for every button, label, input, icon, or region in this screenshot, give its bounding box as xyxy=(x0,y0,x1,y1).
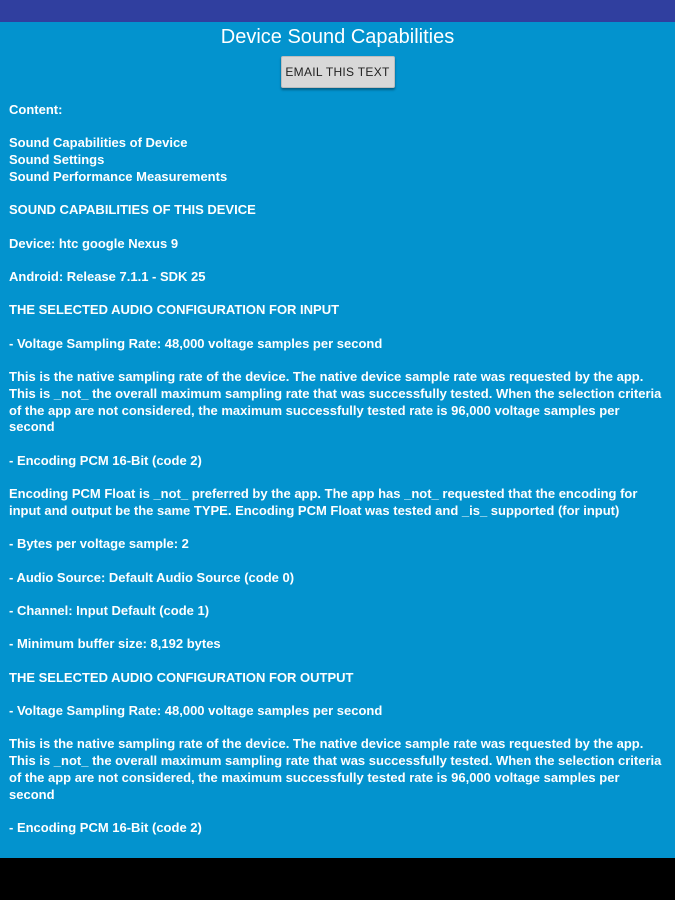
toc-item: Sound Capabilities of Device xyxy=(9,135,188,151)
channel: - Channel: Input Default (code 1) xyxy=(9,602,210,618)
page-title: Device Sound Capabilities xyxy=(220,26,455,48)
contents-heading: Content: xyxy=(9,102,63,117)
input-encoding: - Encoding PCM 16-Bit (code 2) xyxy=(9,452,202,468)
report-text xyxy=(0,102,675,837)
main-content[interactable] xyxy=(0,22,675,858)
minimum-buffer-size: - Minimum buffer size: 8,192 bytes xyxy=(9,636,221,652)
android-line: Android: Release 7.1.1 - SDK 25 xyxy=(9,268,206,284)
input-sampling-rate: - Voltage Sampling Rate: 48,000 voltage samples per second xyxy=(9,335,383,351)
email-this-text-button[interactable]: EMAIL THIS TEXT xyxy=(281,56,395,88)
output-sampling-rate: - Voltage Sampling Rate: 48,000 voltage samples per second xyxy=(9,703,383,719)
audio-source: - Audio Source: Default Audio Source (code 0) xyxy=(9,569,295,585)
table-of-contents xyxy=(9,135,666,185)
status-bar xyxy=(0,0,675,22)
device-line: Device: htc google Nexus 9 xyxy=(9,235,179,251)
output-encoding: - Encoding PCM 16-Bit (code 2) xyxy=(9,819,202,835)
toc-item: Sound Performance Measurements xyxy=(9,168,228,184)
section-heading: SOUND CAPABILITIES OF THIS DEVICE xyxy=(9,202,256,218)
email-button-container xyxy=(0,56,675,88)
input-sampling-rate-note: This is the native sampling rate of the device. The native device sample rate was requested by the app. This is _not_ the overall maximum sampling rate that was successfully tested. When the selection criteria of the app are not considered, the maximum successfully tested rate is 96,000 voltage samples per second xyxy=(9,369,662,435)
output-sampling-rate-note: This is the native sampling rate of the device. The native device sample rate was requested by the app. This is _not_ the overall maximum sampling rate that was successfully tested. When the selection criteria of the app are not considered, the maximum successfully tested rate is 96,000 voltage samples per second xyxy=(9,736,662,802)
bytes-per-sample: - Bytes per voltage sample: 2 xyxy=(9,536,189,552)
input-config-heading: THE SELECTED AUDIO CONFIGURATION FOR INPUT xyxy=(9,302,340,318)
output-config-heading: THE SELECTED AUDIO CONFIGURATION FOR OUTPUT xyxy=(9,669,354,685)
navigation-bar xyxy=(0,858,675,900)
toc-item: Sound Settings xyxy=(9,152,105,168)
input-encoding-note: Encoding PCM Float is _not_ preferred by the app. The app has _not_ requested that the encoding for input and output be the same TYPE. Encoding PCM Float was tested and _is_ supported (for input) xyxy=(9,486,638,518)
